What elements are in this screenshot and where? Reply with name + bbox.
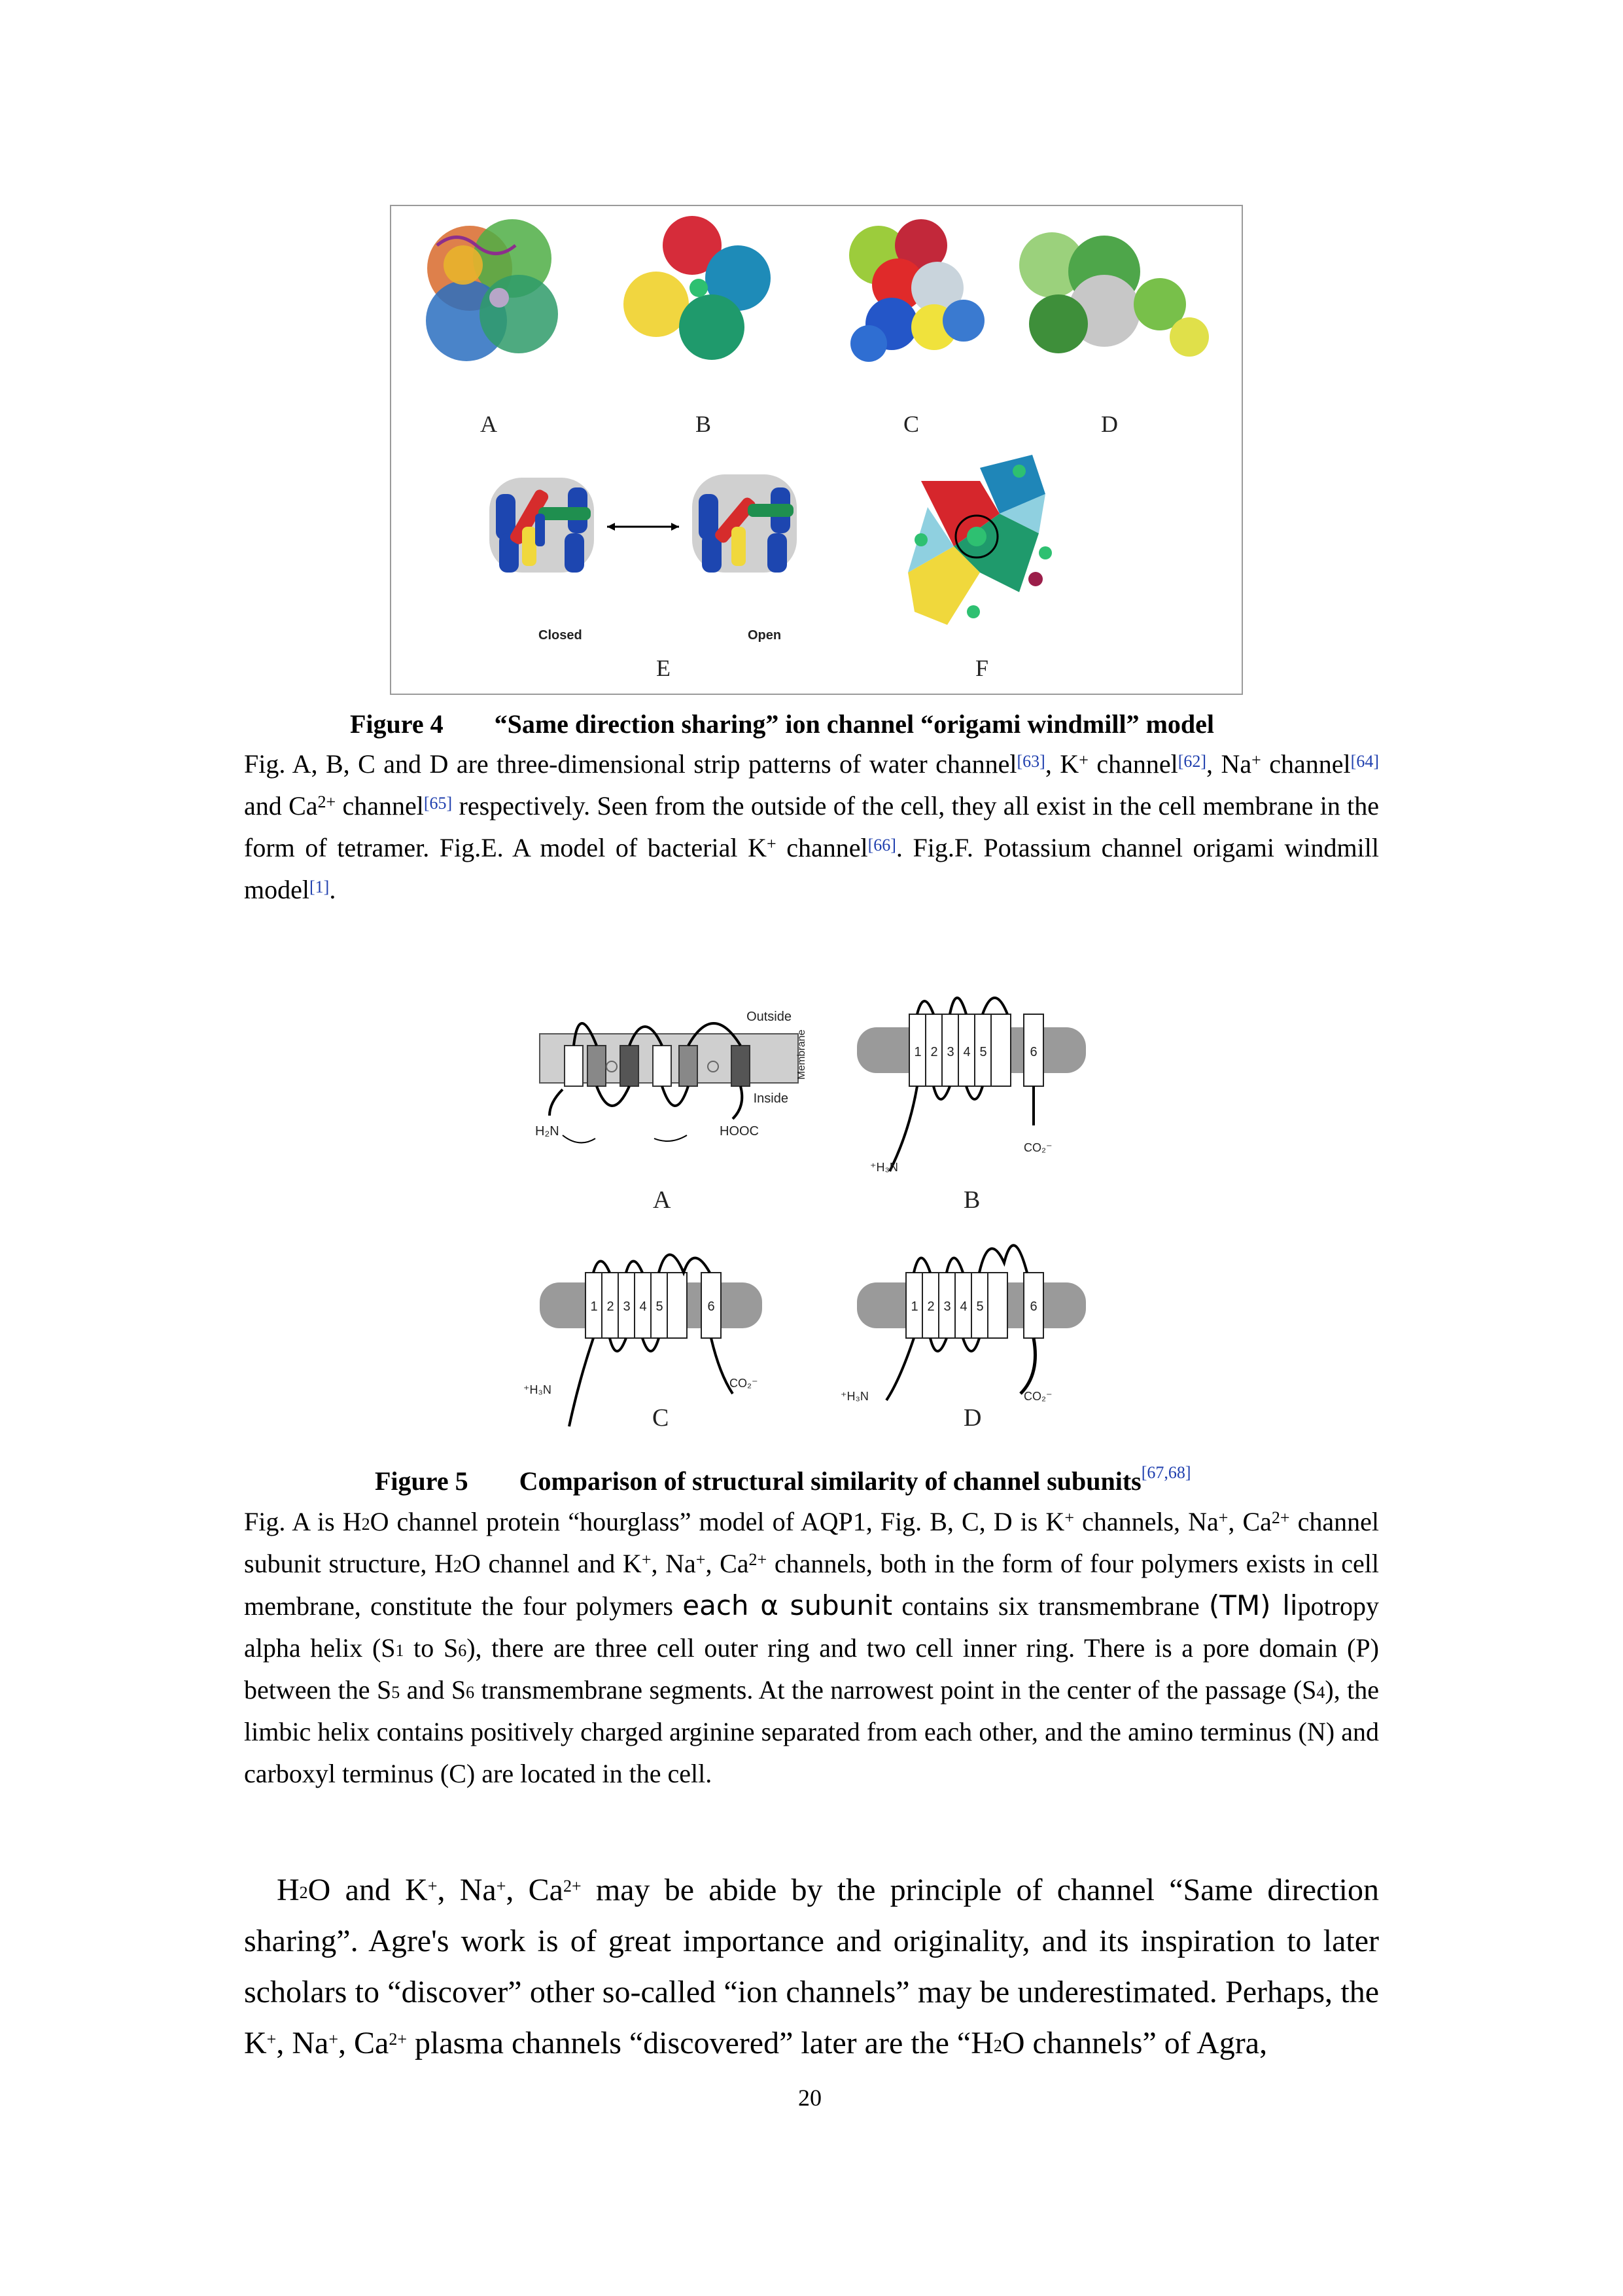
panel-f-windmill xyxy=(908,455,1052,625)
fig5-label-d: D xyxy=(964,1404,982,1432)
segment-label-5: 5 xyxy=(979,1045,987,1059)
outside-label: Outside xyxy=(746,1010,792,1024)
ref-62[interactable]: [62] xyxy=(1178,752,1207,771)
figure-4-caption: Fig. A, B, C and D are three-dimensional strip patterns of water channel[63], K+ channel[62], Na+ channel[64] and $Ca^{2+}$ channel[65] respectively. Seen from the outside of the cell, they all exist in the cell membrane in the form of tetramer. Fig.E. A model of bacterial K+ channel[66]. Fig.F. Potassium channel origami windmill model[1]. xyxy=(244,749,1380,904)
d-segment-5: 5 xyxy=(976,1299,984,1314)
open-label: Open xyxy=(748,628,782,643)
c-segment-1: 1 xyxy=(590,1299,598,1314)
panel-c-na-channel xyxy=(523,1255,762,1427)
ref-65[interactable]: [65] xyxy=(423,794,453,813)
figure-5-title xyxy=(375,1463,1356,1496)
co2-label-c: CO₂⁻ xyxy=(729,1377,758,1390)
fig5-label-b: B xyxy=(964,1186,981,1214)
segment-label-6: 6 xyxy=(1030,1045,1038,1059)
d-segment-4: 4 xyxy=(960,1299,968,1314)
inside-label: Inside xyxy=(753,1091,788,1106)
d-segment-2: 2 xyxy=(927,1299,935,1314)
fig4-label-f: F xyxy=(975,655,989,681)
panel-d-ca-channel xyxy=(841,1245,1086,1403)
fig4-label-e: E xyxy=(656,655,671,681)
h3n-label-d: ⁺H₃N xyxy=(841,1390,869,1403)
c-segment-2: 2 xyxy=(606,1299,614,1314)
d-segment-1: 1 xyxy=(911,1299,918,1314)
figure-5-artwork xyxy=(523,975,1099,1472)
h2n-label: H₂N xyxy=(535,1124,559,1139)
membrane-label: Membrane xyxy=(796,1029,807,1080)
ref-1[interactable]: [1] xyxy=(309,877,330,896)
co2-label-d: CO₂⁻ xyxy=(1024,1390,1053,1403)
fig5-label-a: A xyxy=(653,1186,671,1214)
figure-5-caption: Fig. A is $H_2O$ channel protein “hourglass” model of AQP1, Fig. B, C, D is K+ channels, Na+, $Ca^{2+}$ channel subunit structure, $H_2O$ channel and K+, Na+, $Ca^{2+}$ channels, both in the form of four polymers exists in cell membrane, constitute the four polymers each α subunit contains six transmembrane (TM) lipotropy alpha helix ($S_1$ to $S_6$), there are three cell outer ring and two cell inner ring. There is a pore domain (P) between the $S_5$ and $S_6$ transmembrane segments. At the narrowest point in the center of the passage $(S_4)$, the limbic helix contains positively charged arginine separated from each other, and the amino terminus (N) and carboxyl terminus (C) are located in the cell. xyxy=(244,1507,1380,1788)
figure-4-title-text: “Same direction sharing” ion channel “origami windmill” model xyxy=(494,709,1215,739)
ref-63[interactable]: [63] xyxy=(1017,752,1045,771)
c-segment-6: 6 xyxy=(707,1299,715,1314)
ref-67-68[interactable]: [67,68] xyxy=(1141,1463,1191,1482)
panel-b-k-channel xyxy=(857,998,1086,1174)
panel-a-structure xyxy=(426,219,558,361)
fig4-label-c: C xyxy=(903,411,920,437)
d-segment-6: 6 xyxy=(1030,1299,1038,1314)
panel-d-structure xyxy=(1019,232,1209,357)
page-number: 20 xyxy=(798,2085,822,2111)
segment-label-1: 1 xyxy=(914,1045,922,1059)
ref-66[interactable]: [66] xyxy=(867,836,896,855)
ref-64[interactable]: [64] xyxy=(1350,752,1379,771)
c-segment-3: 3 xyxy=(623,1299,631,1314)
fig4-label-d: D xyxy=(1101,411,1118,437)
closed-label: Closed xyxy=(538,628,582,643)
figure-4-title xyxy=(350,709,1331,739)
panel-b-structure xyxy=(623,216,771,360)
c-segment-4: 4 xyxy=(639,1299,647,1314)
fig5-label-c: C xyxy=(652,1404,669,1432)
hooc-label: HOOC xyxy=(720,1124,759,1139)
panel-e-closed xyxy=(489,478,594,573)
figure-4-image xyxy=(390,205,1243,695)
segment-label-2: 2 xyxy=(930,1045,938,1059)
co2-label-b: CO₂⁻ xyxy=(1024,1141,1053,1154)
h3n-label-c: ⁺H₃N xyxy=(523,1383,551,1396)
d-segment-3: 3 xyxy=(943,1299,951,1314)
segment-label-4: 4 xyxy=(963,1045,971,1059)
figure-5-image xyxy=(523,975,1099,1472)
fig4-label-a: A xyxy=(480,411,497,437)
panel-c-structure xyxy=(849,219,985,362)
figure-5-title-text: Comparison of structural similarity of channel subunits xyxy=(519,1466,1142,1496)
c-segment-5: 5 xyxy=(655,1299,663,1314)
panel-a-aqp1-model xyxy=(535,1010,807,1142)
h3n-label-b: ⁺H₃N xyxy=(870,1161,898,1174)
fig4-label-b: B xyxy=(695,411,712,437)
figure-4-artwork xyxy=(391,206,1242,694)
panel-e-open xyxy=(692,474,797,573)
figure-4-number: Figure 4 xyxy=(350,709,444,739)
segment-label-3: 3 xyxy=(947,1045,954,1059)
figure-5-number: Figure 5 xyxy=(375,1466,468,1496)
body-paragraph: $H_2O$ and K+, Na+, $Ca^{2+}$ may be abide by the principle of channel “Same direction sharing”. Agre's work is of great importance and originality, and its inspiration to later scholars to “discover” other so-called “ion channels” may be underestimated. Perhaps, the K+, Na+, $Ca^{2+}$ plasma channels “discovered” later are the “$H_2O$ channels” of Agra, xyxy=(244,1873,1380,2060)
